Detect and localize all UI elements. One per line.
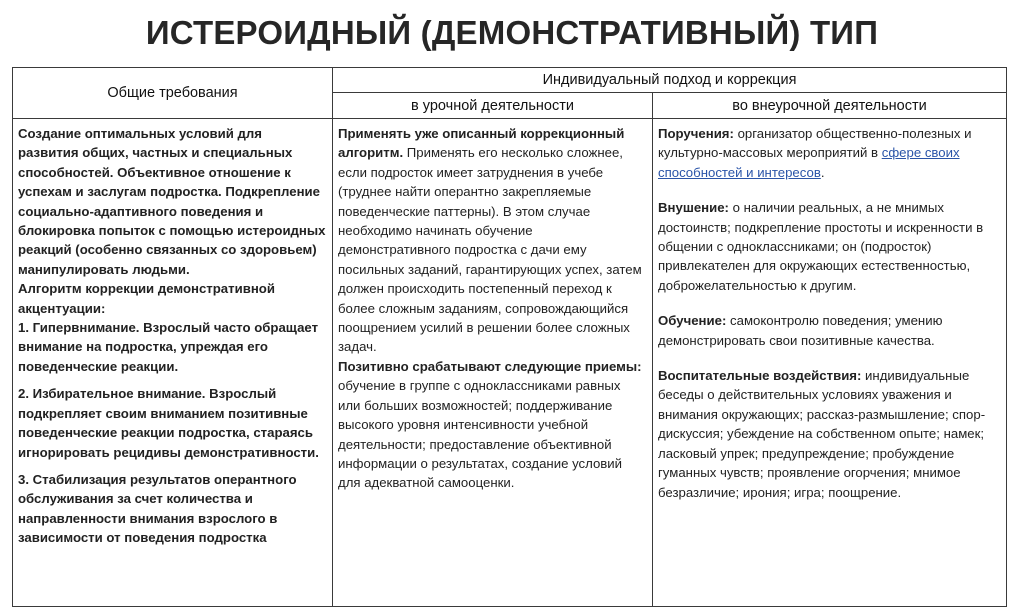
general-paragraph-4: 2. Избирательное внимание. Взрослый подкрепляет своим вниманием позитивные поведенческие реакции подростка, стараясь игнорировать рецидивы демонстративности. [18, 386, 319, 460]
extra-text-1-end: . [820, 164, 825, 180]
extra-bold-1: Поручения: [658, 126, 734, 141]
header-general: Общие требования [13, 68, 333, 119]
header-individual: Индивидуальный подход и коррекция [333, 68, 1007, 93]
lesson-bold-2: Позитивно срабатывают следующие приемы: [338, 358, 642, 374]
extra-text-1: организатор общественно-полезных и культурно-массовых мероприятий в [658, 126, 972, 161]
extra-bold-4: Воспитательные воздействия: [658, 368, 862, 384]
extra-bold-2: Внушение: [658, 200, 729, 216]
lesson-paragraph-2 [338, 357, 646, 493]
page-title: ИСТЕРОИДНЫЙ (ДЕМОНСТРАТИВНЫЙ) ТИП [145, 14, 879, 51]
extra-text-4: индивидуальные беседы о действительных условиях уважения и внимания окружающих; рассказ-размышление; спор-дискуссия; убеждение на собственном опыте; намек; ласковый упрек; предупреждение; пробуждение гуманных чувств; проявление огорчения; мнимое безразличие; ирония; игра; поощрение. [658, 368, 986, 500]
header-extracurricular: во внеурочной деятельности [653, 93, 1007, 119]
lesson-paragraph-1 [338, 124, 646, 357]
extra-text-3: самоконтролю поведения; умению демонстрировать свои позитивные качества. [658, 313, 943, 348]
extracurricular-activity-cell [653, 119, 1007, 607]
lesson-text-2: обучение в группе с одноклассниками равных или больших возможностей; поддерживание высокого уровня интенсивности учебной деятельности; предоставление объективной информации о результатах, создание условий для адекватной самооценки. [338, 378, 623, 491]
extra-bold-3: Обучение: [658, 313, 727, 329]
lesson-activity-cell [333, 119, 653, 607]
general-paragraph-1: Создание оптимальных условий для развития общих, частных и специальных способностей. Объективное отношение к успехам и заслугам подростка. Подкрепление социально-адаптивного поведения и блокировка попыток с помощью истероидных реакций (особенно связанных со здоровьем) манипулировать людьми. [18, 126, 326, 277]
correction-table [12, 67, 1007, 607]
extra-paragraph-2 [658, 198, 1000, 295]
lesson-bold-1: Применять уже описанный коррекционный алгоритм. [338, 126, 625, 161]
general-requirements-cell [13, 119, 333, 607]
interests-link[interactable]: сфере своих способностей и интересов [658, 145, 960, 180]
extra-paragraph-4 [658, 366, 1000, 502]
extra-paragraph-3 [658, 311, 1000, 350]
lesson-text-1: Применять его несколько сложнее, если подросток имеет затруднения в учебе (труднее найти оперантно закрепляемые поведенческие паттерны). В этом случае необходимо начинать обучение демонстративного подростка с дачи ему посильных заданий, гарантирующих успех, затем должен происходить постепенный переход к более сложным заданиям, сопровождающийся поощрением усилий в решении более сложных задач. [338, 145, 642, 355]
header-lesson: в урочной деятельности [333, 93, 653, 119]
extra-paragraph-1 [658, 124, 1000, 182]
extra-text-2: о наличии реальных, а не мнимых достоинств; подкрепление простоты и искренности в общении с одноклассниками; он (подросток) привлекателен для окружающих естественностью, доброжелательностью к другим. [658, 200, 984, 293]
general-paragraph-2: Алгоритм коррекции демонстративной акцентуации: [18, 281, 275, 316]
general-paragraph-5: 3. Стабилизация результатов оперантного обслуживания за счет количества и направленности внимания взрослого в зависимости от поведения подростка [18, 471, 297, 546]
general-paragraph-3: 1. Гипервнимание. Взрослый часто обращает внимание на подростка, упреждая его поведенческие реакции. [18, 320, 319, 374]
